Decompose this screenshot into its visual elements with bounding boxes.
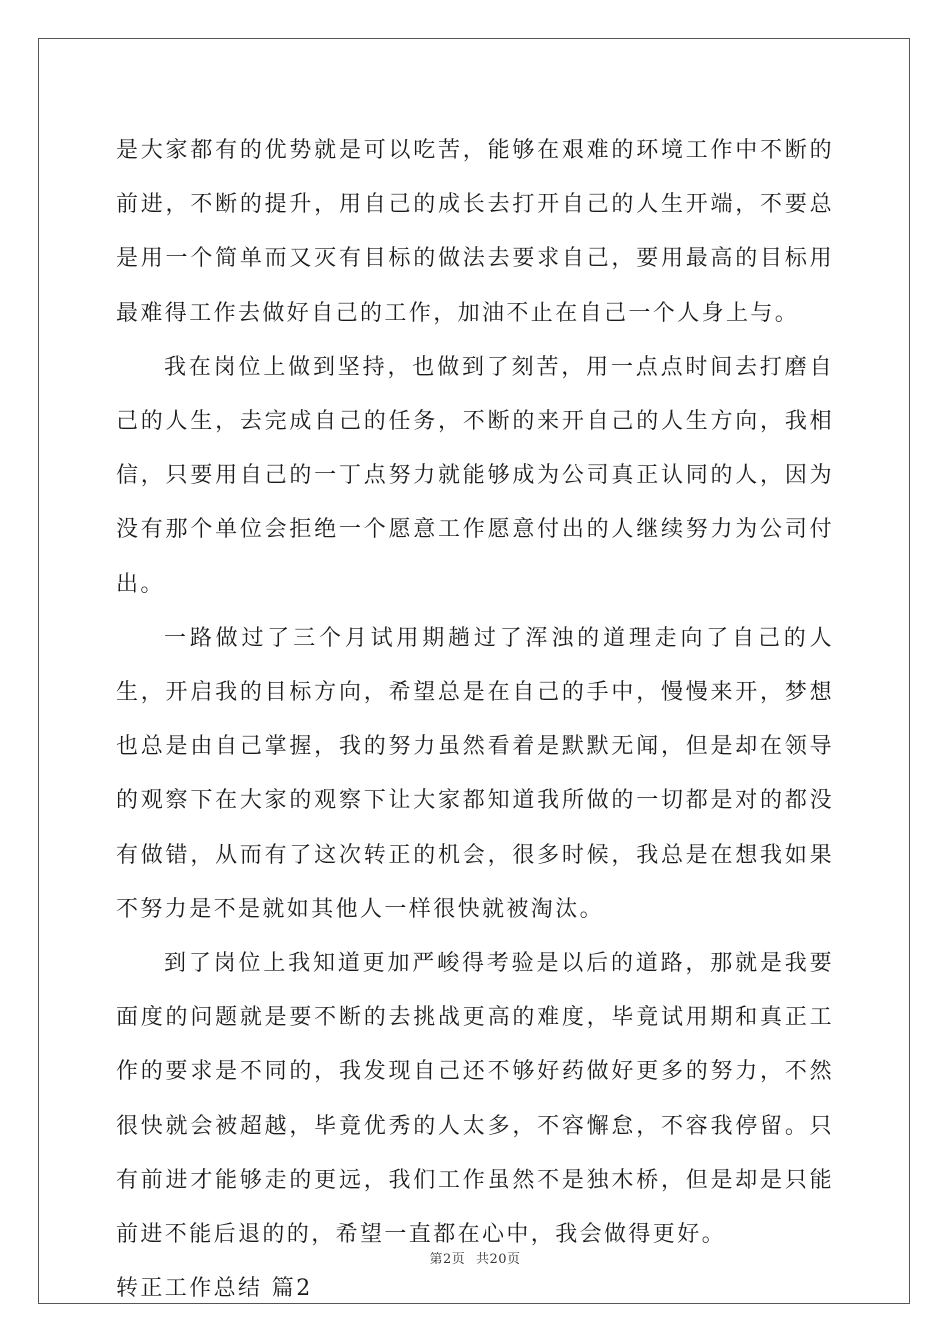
paragraph: 到了岗位上我知道更加严峻得考验是以后的道路，那就是我要面度的问题就是要不断的去挑战更高的难度，毕竟试用期和真正工作的要求是不同的，我发现自己还不够好药做好更多的努力，不然很快就会被超越，毕竟优秀的人太多，不容懈怠，不容我停留。只有前进才能够走的更远，我们工作虽然不是独木桥，但是却是只能前进不能后退的的，希望一直都在心中，我会做得更好。 <box>116 951 834 1248</box>
page-footer <box>0 1248 950 1267</box>
paragraph: 我在岗位上做到坚持，也做到了刻苦，用一点点时间去打磨自己的人生，去完成自己的任务，不断的来开自己的人生方向，我相信，只要用自己的一丁点努力就能够成为公司真正认同的人，因为没有那个单位会拒绝一个愿意工作愿意付出的人继续努力为公司付出。 <box>116 354 834 597</box>
page-total: 共20页 <box>475 1252 521 1267</box>
section-heading: 转正工作总结 篇2 <box>116 1276 313 1302</box>
document-body <box>116 124 834 1316</box>
paragraph-continued: 是大家都有的优势就是可以吃苦，能够在艰难的环境工作中不断的前进，不断的提升，用自己的成长去打开自己的人生开端，不要总是用一个简单而又灭有目标的做法去要求自己，要用最高的目标用最难得工作去做好自己的工作，加油不止在自己一个人身上与。 <box>116 138 834 326</box>
paragraph: 一路做过了三个月试用期趟过了浑浊的道理走向了自己的人生，开启我的目标方向，希望总是在自己的手中，慢慢来开，梦想也总是由自己掌握，我的努力虽然看着是默默无闻，但是却在领导的观察下在大家的观察下让大家都知道我所做的一切都是对的都没有做错，从而有了这次转正的机会，很多时候，我总是在想我如果不努力是不是就如其他人一样很快就被淘汰。 <box>116 625 834 922</box>
page-number: 第2页 <box>429 1252 466 1267</box>
